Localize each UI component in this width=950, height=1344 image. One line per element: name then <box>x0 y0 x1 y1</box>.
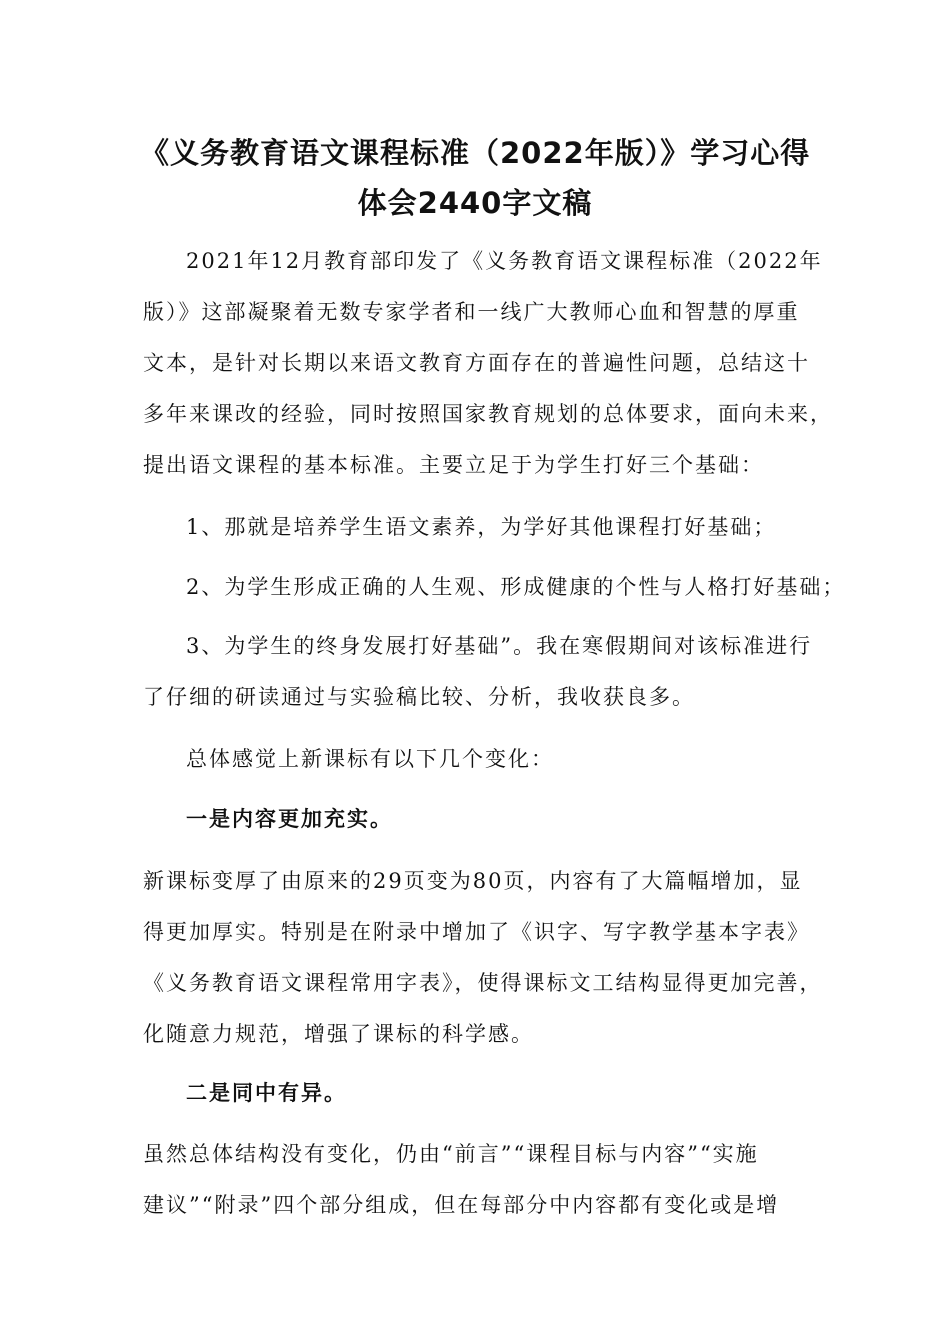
list-item-1: 1、那就是培养学生语文素养，为学好其他课程打好基础； <box>186 515 777 539</box>
paragraph-3-line-1: 虽然总体结构没有变化，仍由“前言”“课程目标与内容”“实施 <box>143 1142 759 1166</box>
paragraph-2-line-1: 新课标变厚了由原来的29页变为80页，内容有了大篇幅增加，显 <box>143 869 803 893</box>
document-title-line-1: 《义务教育语文课程标准（2022年版）》学习心得 <box>140 136 811 170</box>
section-heading-1: 一是内容更加充实。 <box>186 807 393 831</box>
section-heading-2: 二是同中有异。 <box>186 1081 347 1105</box>
paragraph-2-line-3: 《义务教育语文课程常用字表》，使得课标文工结构显得更加完善， <box>143 971 823 995</box>
list-item-2: 2、为学生形成正确的人生观、形成健康的个性与人格打好基础； <box>186 575 846 599</box>
paragraph-2-line-4: 化随意力规范，增强了课标的科学感。 <box>143 1022 534 1046</box>
paragraph-1-line-2: 版）》这部凝聚着无数专家学者和一线广大教师心血和智慧的厚重 <box>143 300 800 324</box>
paragraph-3-line-2: 建议”“附录”四个部分组成，但在每部分中内容都有变化或是增 <box>143 1193 780 1217</box>
paragraph-1-line-1: 2021年12月教育部印发了《义务教育语文课程标准（2022年 <box>186 249 823 273</box>
paragraph-2-line-2: 得更加厚实。特别是在附录中增加了《识字、写字教学基本字表》 <box>143 920 810 944</box>
paragraph-1-line-5: 提出语文课程的基本标准。主要立足于为学生打好三个基础： <box>143 453 764 477</box>
paragraph-1-line-4: 多年来课改的经验，同时按照国家教育规划的总体要求，面向未来， <box>143 402 833 426</box>
paragraph-1-line-3: 文本，是针对长期以来语文教育方面存在的普遍性问题，总结这十 <box>143 351 810 375</box>
list-item-3-line-2: 了仔细的研读通过与实验稿比较、分析，我收获良多。 <box>143 685 695 709</box>
summary-line: 总体感觉上新课标有以下几个变化： <box>186 747 554 771</box>
list-item-3-line-1: 3、为学生的终身发展打好基础”。我在寒假期间对该标准进行 <box>186 634 813 658</box>
document-title-line-2: 体会2440字文稿 <box>357 186 593 220</box>
